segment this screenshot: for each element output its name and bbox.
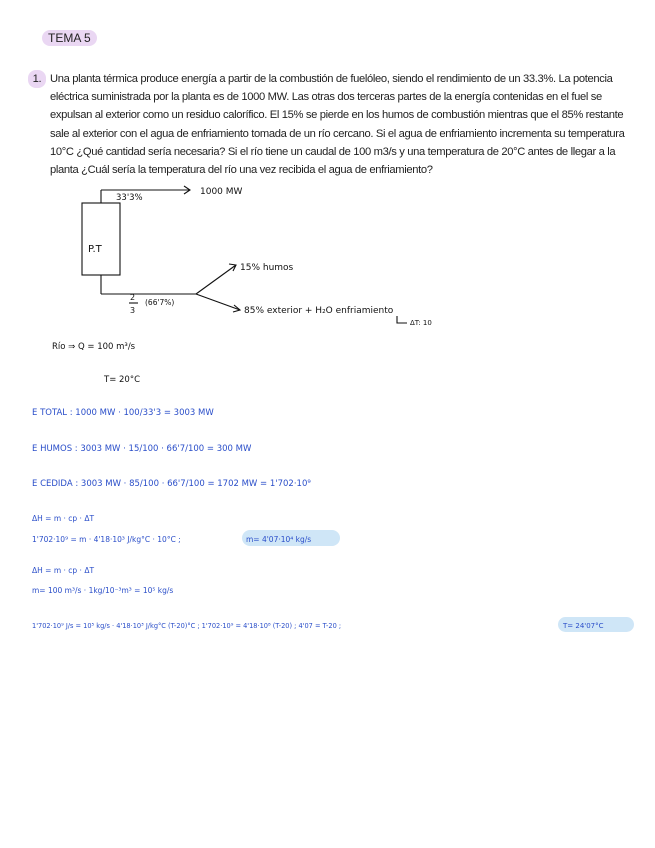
river-flow-label: Río ⇒ Q = 100 m³/s (52, 342, 136, 352)
exterior-branch (196, 294, 240, 310)
calc-mass-result: m= 4'07·10⁴ kg/s (246, 535, 312, 544)
calc-temperature-equation: 1'702·10⁹ J/s = 10⁵ kg/s · 4'18·10³ J/kg°C (T-20)°C ; 1'702·10⁹ = 4'18·10⁸ (T-20) ; 4'07 = T-20 ; (32, 622, 342, 630)
calc-temperature-result: T= 24'07°C (563, 622, 604, 630)
calc-e-total: E TOTAL : 1000 MW · 100/33'3 = 3003 MW (32, 408, 214, 418)
plant-label: P.T (88, 244, 102, 255)
plant-box (82, 203, 120, 275)
humos-branch (196, 265, 236, 294)
power-output-label: 1000 MW (200, 187, 243, 197)
river-temperature-label: T= 20°C (104, 375, 141, 385)
calc-e-humos: E HUMOS : 3003 MW · 15/100 · 66'7/100 = 300 MW (32, 444, 252, 454)
calc-enthalpy-2: ΔH = m · cp · ΔT (32, 566, 95, 575)
exterior-label: 85% exterior + H₂O enfriamiento (244, 306, 394, 316)
plant-diagram (82, 186, 407, 323)
fraction-denominator: 3 (130, 306, 136, 315)
calc-e-cedida: E CEDIDA : 3003 MW · 85/100 · 66'7/100 = 1702 MW = 1'702·10⁹ (32, 479, 311, 489)
calc-river-mass: m= 100 m³/s · 1kg/10⁻³m³ = 10⁵ kg/s (32, 586, 174, 595)
delta-t-mark (397, 316, 407, 323)
calculations (32, 408, 634, 632)
fraction-numerator: 2 (130, 293, 136, 302)
problem-text: Una planta térmica produce energía a partir de la combustión de fuelóleo, siendo el rendimiento de un 33.3%. La potencia eléctrica suministrada por la planta es de 1000 MW. Las otras dos terceras partes de la energía contenidas en el fuel se expulsan al exterior como un residuo calorífico. El 15% se pierde en los humos de combustión mientras que el 85% restante sale al exterior con el agua de enfriamiento tomada de un río cercano. Si el agua de enfriamiento incrementa su temperatura 10°C ¿Qué cantidad sería necesaria? Si el río tiene un caudal de 100 m3/s y una temperatura de 20°C antes de llegar a la planta ¿Cuál sería la temperatura del río una vez recibida el agua de enfriamiento? (50, 73, 625, 177)
humos-label: 15% humos (240, 263, 294, 273)
delta-t-label: ΔT: 10 (410, 319, 432, 327)
calc-mass-equation: 1'702·10⁹ = m · 4'18·10³ J/kg°C · 10°C ; (32, 535, 181, 544)
efficiency-label: 33'3% (116, 193, 143, 203)
topic-badge: TEMA 5 (42, 30, 97, 46)
problem-number: 1. (28, 70, 46, 88)
calc-enthalpy-1: ΔH = m · cp · ΔT (32, 514, 95, 523)
fraction-percent: (66'7%) (145, 298, 175, 307)
